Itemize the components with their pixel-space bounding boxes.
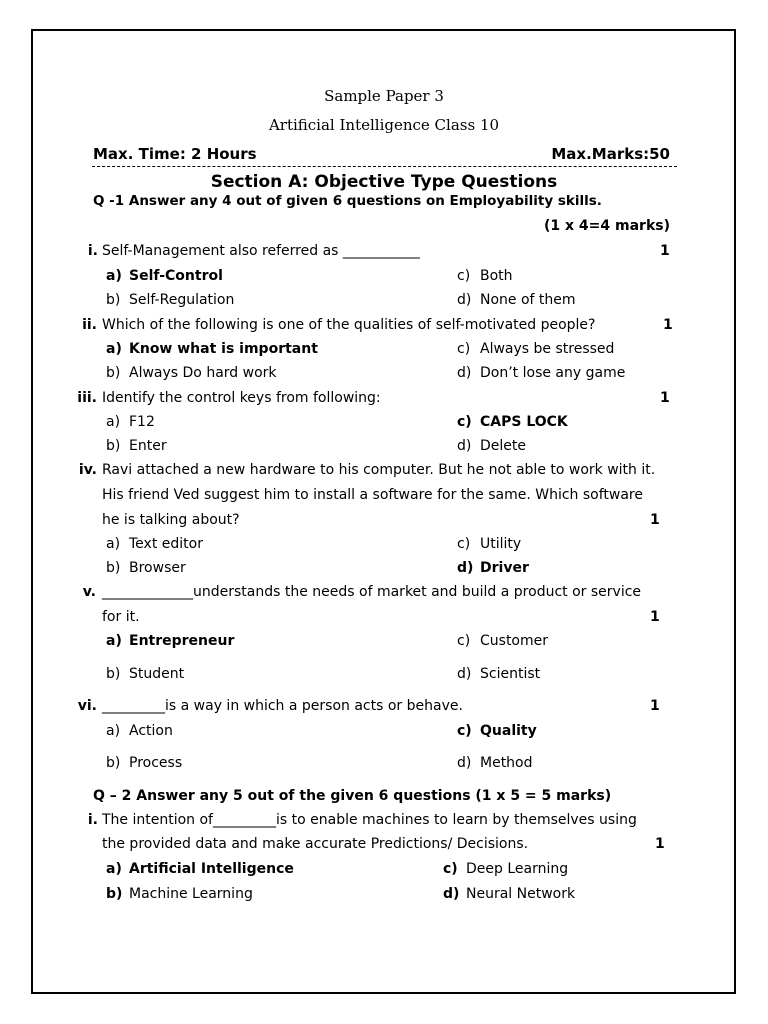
option-d [457, 365, 625, 381]
option-text: Utility [480, 536, 522, 552]
option-b [106, 666, 184, 682]
question-text-line3: he is talking about? [102, 512, 240, 528]
option-letter: b) [106, 755, 121, 771]
question-number: iii. [77, 390, 97, 406]
question-mark: 1 [660, 243, 670, 259]
question-text: Which of the following is one of the qualities of self-motivated people? [102, 317, 596, 333]
question-mark: 1 [650, 698, 660, 714]
option-letter: d) [457, 666, 472, 682]
question-mark: 1 [650, 512, 660, 528]
question-text-line2: the provided data and make accurate Predictions/ Decisions. [102, 836, 529, 852]
option-d [457, 666, 540, 682]
option-letter: b) [106, 560, 121, 576]
option-a [106, 861, 294, 877]
option-d [457, 755, 533, 771]
option-c [457, 536, 521, 552]
option-letter: a) [106, 536, 121, 552]
question-number: iv. [78, 462, 97, 478]
question-number: v. [82, 584, 96, 600]
option-d [457, 560, 529, 576]
option-text: Always be stressed [480, 341, 615, 357]
question-number: ii. [82, 317, 97, 333]
option-b [106, 438, 167, 454]
option-a [106, 723, 173, 739]
option-letter: a) [106, 633, 122, 649]
question-text-line2: for it. [102, 609, 140, 625]
option-text: Enter [129, 438, 167, 454]
option-text: Action [129, 723, 173, 739]
option-letter: d) [457, 292, 472, 308]
question-number: i. [87, 812, 98, 828]
option-text: Self-Control [129, 268, 223, 284]
option-text: Both [480, 268, 513, 284]
question-number: vi. [77, 698, 97, 714]
question-mark: 1 [650, 609, 660, 625]
option-text: Method [480, 755, 533, 771]
option-letter: b) [106, 365, 121, 381]
option-letter: d) [457, 365, 472, 381]
option-letter: a) [106, 268, 122, 284]
option-text: Browser [129, 560, 186, 576]
option-letter: a) [106, 861, 122, 877]
question-mark: 1 [660, 390, 670, 406]
question-mark: 1 [663, 317, 673, 333]
option-letter: d) [443, 886, 460, 902]
option-c [457, 633, 548, 649]
q1-marks-note: (1 x 4=4 marks) [544, 218, 670, 234]
section-heading: Section A: Objective Type Questions [210, 172, 558, 192]
option-letter: d) [457, 560, 474, 576]
paper-subject: Artificial Intelligence Class 10 [268, 116, 500, 134]
option-letter: c) [457, 723, 472, 739]
question-text-line1: Ravi attached a new hardware to his computer. But he not able to work with it. [102, 462, 656, 478]
option-letter: a) [106, 414, 121, 430]
option-b [106, 886, 253, 902]
option-b [106, 755, 182, 771]
option-letter: c) [457, 268, 471, 284]
option-c [457, 341, 614, 357]
option-letter: d) [457, 438, 472, 454]
option-text: Entrepreneur [129, 633, 235, 649]
option-letter: a) [106, 341, 122, 357]
option-letter: d) [457, 755, 472, 771]
option-b [106, 365, 277, 381]
option-b [106, 560, 186, 576]
question-number: i. [87, 243, 98, 259]
option-text: F12 [129, 414, 155, 430]
option-a [106, 414, 155, 430]
option-a [106, 268, 223, 284]
option-d [457, 438, 526, 454]
option-text: Driver [480, 560, 529, 576]
option-text: CAPS LOCK [480, 414, 568, 430]
paper-title: Sample Paper 3 [324, 87, 444, 105]
question-mark: 1 [655, 836, 665, 852]
question-text: Self-Management also referred as ___________ [102, 243, 420, 259]
option-text: Always Do hard work [129, 365, 277, 381]
option-text: Know what is important [129, 341, 318, 357]
option-letter: c) [443, 861, 458, 877]
max-marks: Max.Marks:50 [551, 145, 670, 163]
option-text: Customer [480, 633, 549, 649]
option-letter: b) [106, 292, 121, 308]
option-text: Quality [480, 723, 537, 739]
option-c [457, 268, 513, 284]
option-text: Scientist [480, 666, 541, 682]
header-divider [92, 166, 677, 167]
question-text-line1: The intention of_________is to enable machines to learn by themselves using [102, 812, 637, 828]
max-time: Max. Time: 2 Hours [93, 145, 257, 163]
option-text: Text editor [129, 536, 203, 552]
option-letter: c) [457, 633, 471, 649]
option-d [443, 886, 575, 902]
question-text-line2: His friend Ved suggest him to install a software for the same. Which software [102, 487, 643, 503]
option-letter: a) [106, 723, 121, 739]
q2-instruction: Q – 2 Answer any 5 out of the given 6 questions (1 x 5 = 5 marks) [93, 788, 612, 804]
option-text: Machine Learning [129, 886, 253, 902]
option-c [457, 723, 537, 739]
option-text: Don’t lose any game [480, 365, 626, 381]
option-text: Deep Learning [466, 861, 569, 877]
option-text: None of them [480, 292, 576, 308]
option-letter: b) [106, 438, 121, 454]
option-text: Student [129, 666, 185, 682]
option-text: Process [129, 755, 183, 771]
option-c [457, 414, 568, 430]
option-a [106, 341, 318, 357]
option-d [457, 292, 576, 308]
option-letter: b) [106, 886, 123, 902]
option-b [106, 292, 234, 308]
option-text: Artificial Intelligence [129, 861, 294, 877]
option-text: Self-Regulation [129, 292, 235, 308]
option-a [106, 633, 234, 649]
q1-instruction: Q -1 Answer any 4 out of given 6 questions on Employability skills. [93, 193, 602, 209]
option-letter: c) [457, 341, 471, 357]
option-letter: c) [457, 536, 471, 552]
option-text: Delete [480, 438, 526, 454]
option-text: Neural Network [466, 886, 576, 902]
option-c [443, 861, 568, 877]
question-text: Identify the control keys from following: [102, 390, 381, 406]
question-text: _________is a way in which a person acts or behave. [102, 698, 463, 714]
option-letter: c) [457, 414, 472, 430]
question-text-line1: _____________understands the needs of market and build a product or service [102, 584, 642, 600]
option-letter: b) [106, 666, 121, 682]
option-a [106, 536, 203, 552]
